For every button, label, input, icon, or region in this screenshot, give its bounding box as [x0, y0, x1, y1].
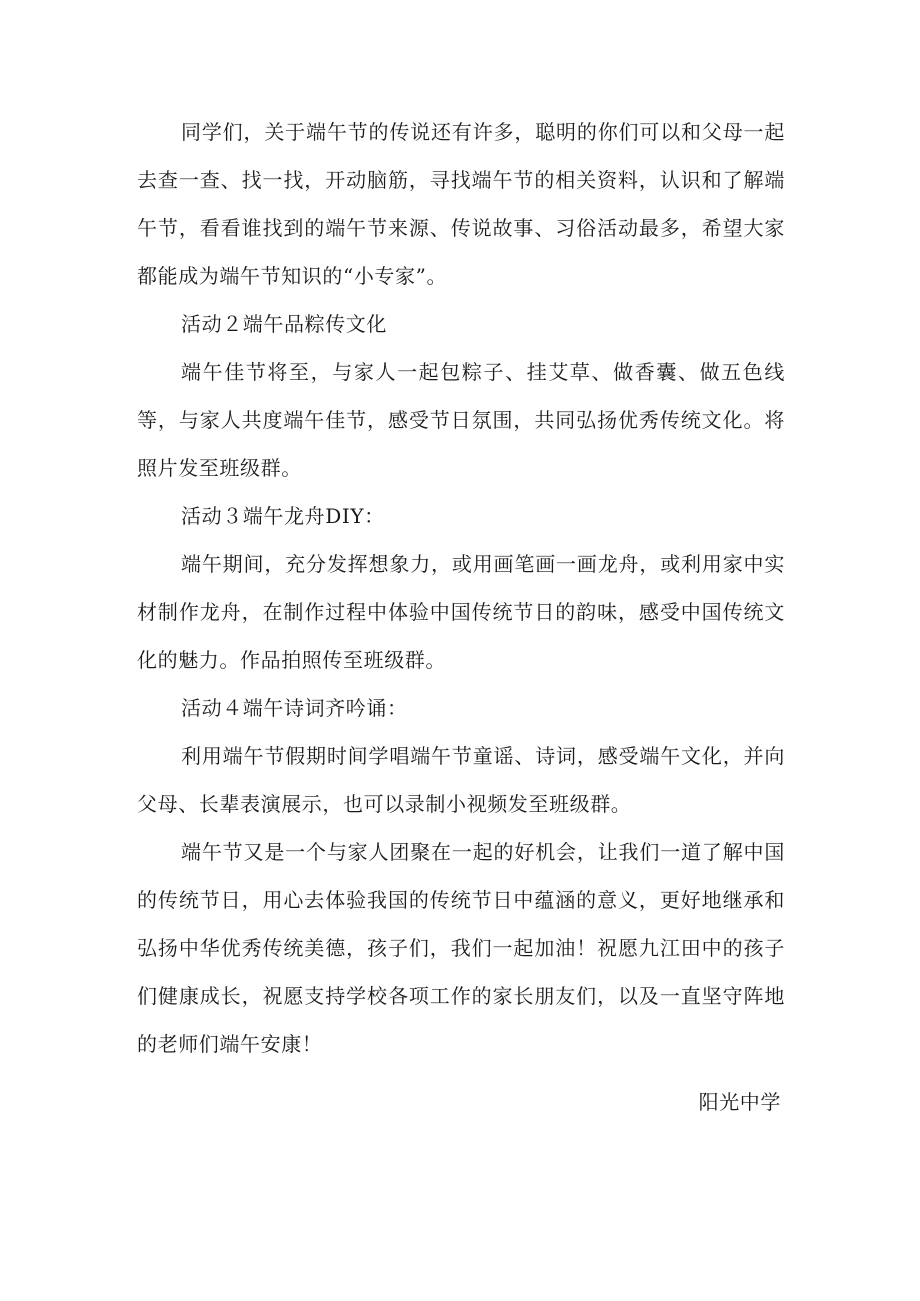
activity-2-heading: 活动２端午品粽传文化 [181, 312, 387, 336]
paragraph-intro: 同学们，关于端午节的传说还有许多，聪明的你们可以和父母一起去查一查、找一找，开动脑筋，寻找端午节的相关资料，认识和了解端午节，看看谁找到的端午节来源、传说故事、习俗活动最多，希望大家都能成为端午节知识的“小专家”。 [137, 120, 785, 288]
closing-paragraph: 端午节又是一个与家人团聚在一起的好机会，让我们一道了解中国的传统节日，用心去体验我国的传统节日中蕴涵的意义，更好地继承和弘扬中华优秀传统美德，孩子们，我们一起加油！祝愿九江田中的孩子们健康成长，祝愿支持学校各项工作的家长朋友们，以及一直坚守阵地的老师们端午安康！ [137, 840, 785, 1056]
activity-2-text: 端午佳节将至，与家人一起包粽子、挂艾草、做香囊、做五色线等，与家人共度端午佳节，感受节日氛围，共同弘扬优秀传统文化。将照片发至班级群。 [137, 360, 785, 480]
activity-3-text: 端午期间，充分发挥想象力，或用画笔画一画龙舟，或利用家中实材制作龙舟，在制作过程中体验中国传统节日的韵味，感受中国传统文化的魅力。作品拍照传至班级群。 [137, 552, 785, 672]
activity-4-heading: 活动４端午诗词齐吟诵： [181, 696, 408, 720]
document-page [137, 108, 785, 1126]
activity-3-heading: 活动３端午龙舟DIY： [181, 504, 385, 528]
activity-4-text: 利用端午节假期时间学唱端午节童谣、诗词，感受端午文化，并向父母、长辈表演展示，也可以录制小视频发至班级群。 [137, 744, 785, 816]
signature: 阳光中学 [698, 1090, 781, 1114]
